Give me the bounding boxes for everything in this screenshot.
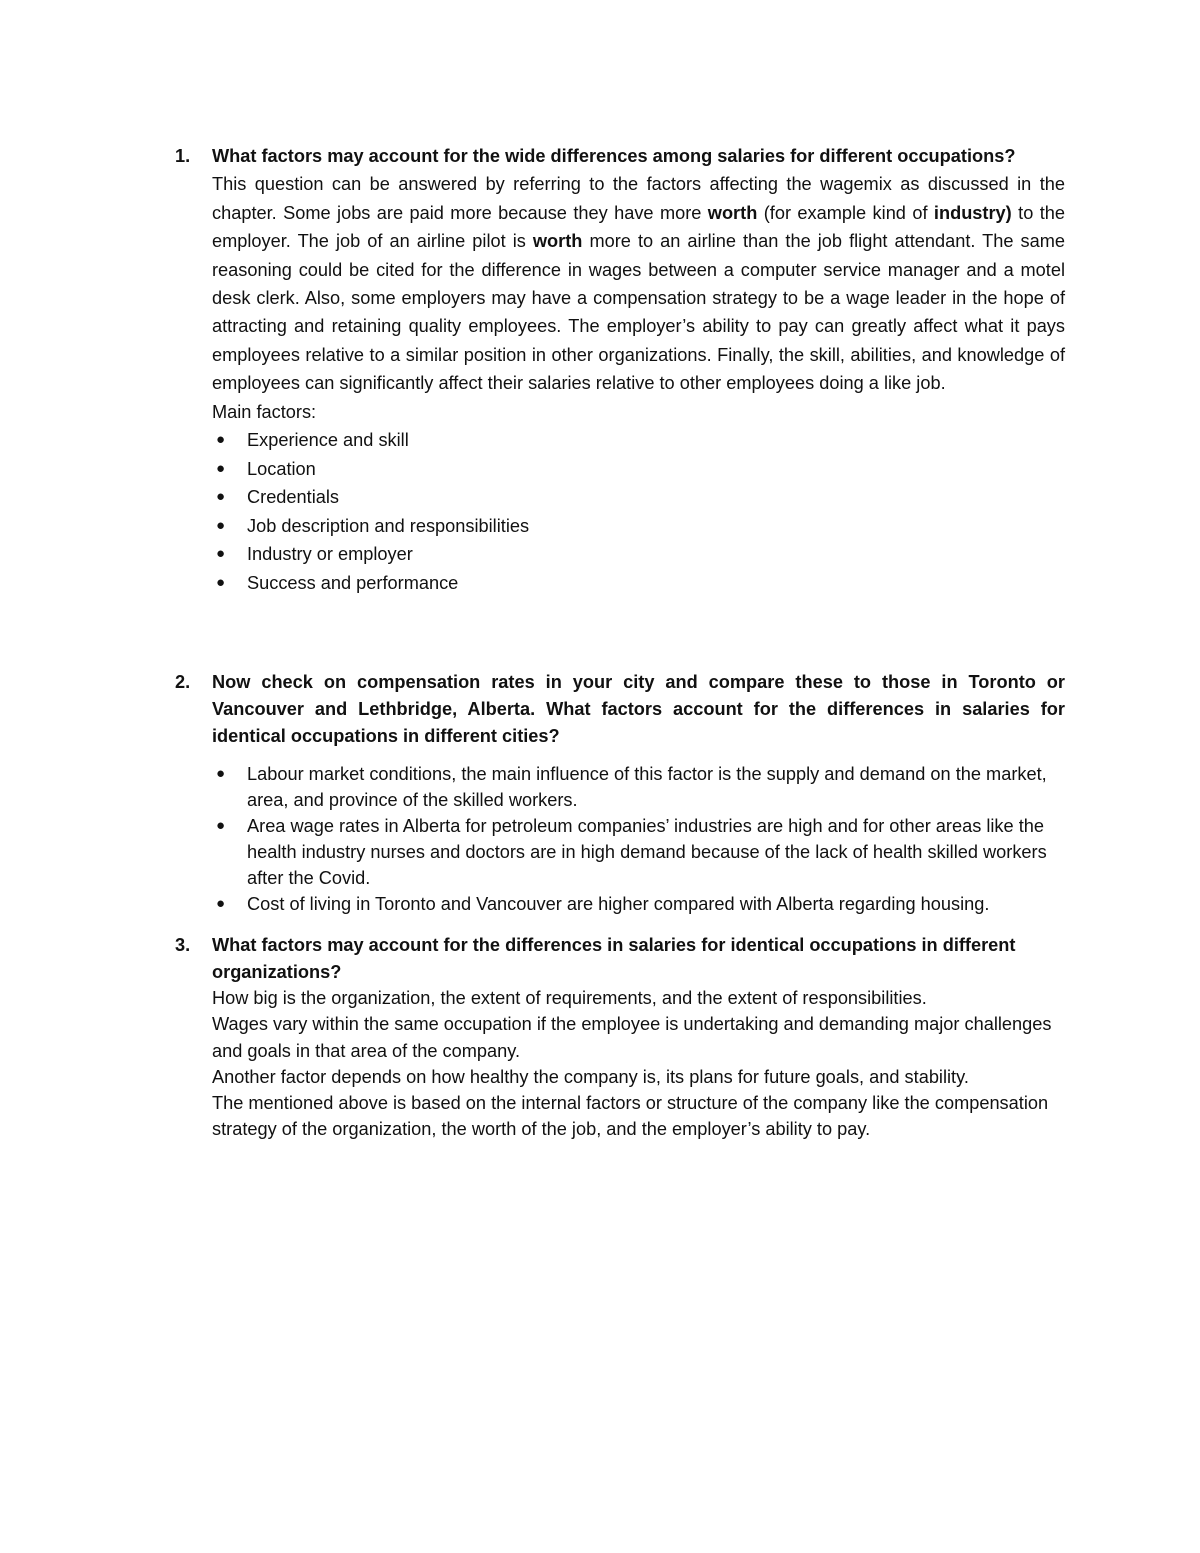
list-item-text: Industry or employer	[247, 544, 413, 565]
list-item	[212, 512, 1065, 541]
answer-text: to the employer. The job of an airline pilot is	[212, 202, 1066, 252]
bullet-icon: ●	[216, 817, 226, 835]
list-item	[212, 761, 1065, 813]
bullet-icon: ●	[216, 765, 226, 783]
answer-paragraph: How big is the organization, the extent of requirements, and the extent of responsibilities.	[212, 988, 927, 1008]
list-item	[212, 891, 1065, 917]
question-2-list	[175, 761, 1065, 917]
list-item-text: Success and performance	[247, 573, 459, 594]
list-item	[212, 569, 1065, 598]
bullet-icon: ●	[216, 895, 226, 913]
emphasis-worth: worth	[707, 202, 758, 223]
question-3-answer	[175, 985, 1065, 1143]
answer-paragraph: The mentioned above is based on the internal factors or structure of the company like the compensation strategy of the organization, the worth of the job, and the employer’s ability to pay.	[212, 1093, 1049, 1140]
list-item	[212, 813, 1065, 891]
question-1-heading	[175, 142, 1065, 170]
main-factors-list	[175, 426, 1065, 598]
question-2-number: 2.	[175, 672, 191, 692]
bullet-icon: ●	[216, 488, 226, 506]
question-1-title: What factors may account for the wide differences among salaries for different occupations?	[212, 146, 1016, 166]
emphasis-worth: worth	[532, 231, 583, 252]
question-2	[175, 669, 1065, 917]
question-3-heading	[175, 932, 1065, 985]
answer-paragraph: Another factor depends on how healthy the company is, its plans for future goals, and stability.	[212, 1066, 969, 1087]
question-1	[175, 142, 1065, 598]
bullet-icon: ●	[216, 545, 226, 563]
list-item-text: Labour market conditions, the main influence of this factor is the supply and demand on the market, area, and province of the skilled workers.	[247, 764, 1047, 811]
list-item	[212, 426, 1065, 455]
main-factors-label: Main factors:	[212, 401, 317, 422]
emphasis-industry: industry)	[933, 202, 1012, 223]
bullet-icon: ●	[216, 431, 226, 449]
list-item-text: Area wage rates in Alberta for petroleum companies’ industries are high and for other areas like the health industry nurses and doctors are in high demand because of the lack of health skilled workers after the Covid.	[247, 816, 1047, 889]
question-3-title: What factors may account for the differences in salaries for identical occupations in different organizations?	[212, 935, 1016, 982]
bullet-icon: ●	[216, 516, 226, 534]
answer-text: more to an airline than the job flight attendant. The same reasoning could be cited for the difference in wages between a computer service manager and a motel desk clerk. Also, some employers may have a compensation strategy to be a wage leader in the hope of attracting and retaining quality employees. The employer’s ability to pay can greatly affect what it pays employees relative to a similar position in other organizations. Finally, the skill, abilities, and knowledge of employees can significantly affect their salaries relative to other employees doing a like job.	[212, 231, 1066, 394]
question-1-number: 1.	[175, 146, 191, 166]
bullet-icon: ●	[216, 459, 226, 477]
list-item-text: Credentials	[247, 487, 339, 508]
question-3-number: 3.	[175, 935, 191, 955]
answer-paragraph: Wages vary within the same occupation if the employee is undertaking and demanding major challenges and goals in that area of the company.	[212, 1014, 1052, 1061]
list-item-text: Experience and skill	[247, 430, 409, 451]
question-2-heading	[175, 669, 1065, 749]
answer-text: This question can be answered by referring to the factors affecting the wagemix as discussed in the chapter. Some jobs are paid more because they have more	[212, 174, 1065, 223]
question-2-title: Now check on compensation rates in your city and compare these to those in Toronto or Vancouver and Lethbridge, Alberta. What factors account for the differences in salaries for identical occupations in different cities?	[212, 672, 1065, 746]
list-item	[212, 483, 1065, 512]
list-item-text: Location	[247, 458, 316, 479]
list-item	[212, 455, 1065, 484]
bullet-icon: ●	[216, 574, 226, 592]
question-1-paragraph	[212, 170, 1065, 397]
answer-text: (for example kind of	[757, 202, 934, 223]
list-item-text: Job description and responsibilities	[247, 515, 530, 536]
question-3	[175, 932, 1065, 1143]
list-item-text: Cost of living in Toronto and Vancouver are higher compared with Alberta regarding housing.	[247, 894, 990, 915]
list-item	[212, 540, 1065, 569]
question-1-answer	[175, 170, 1065, 426]
